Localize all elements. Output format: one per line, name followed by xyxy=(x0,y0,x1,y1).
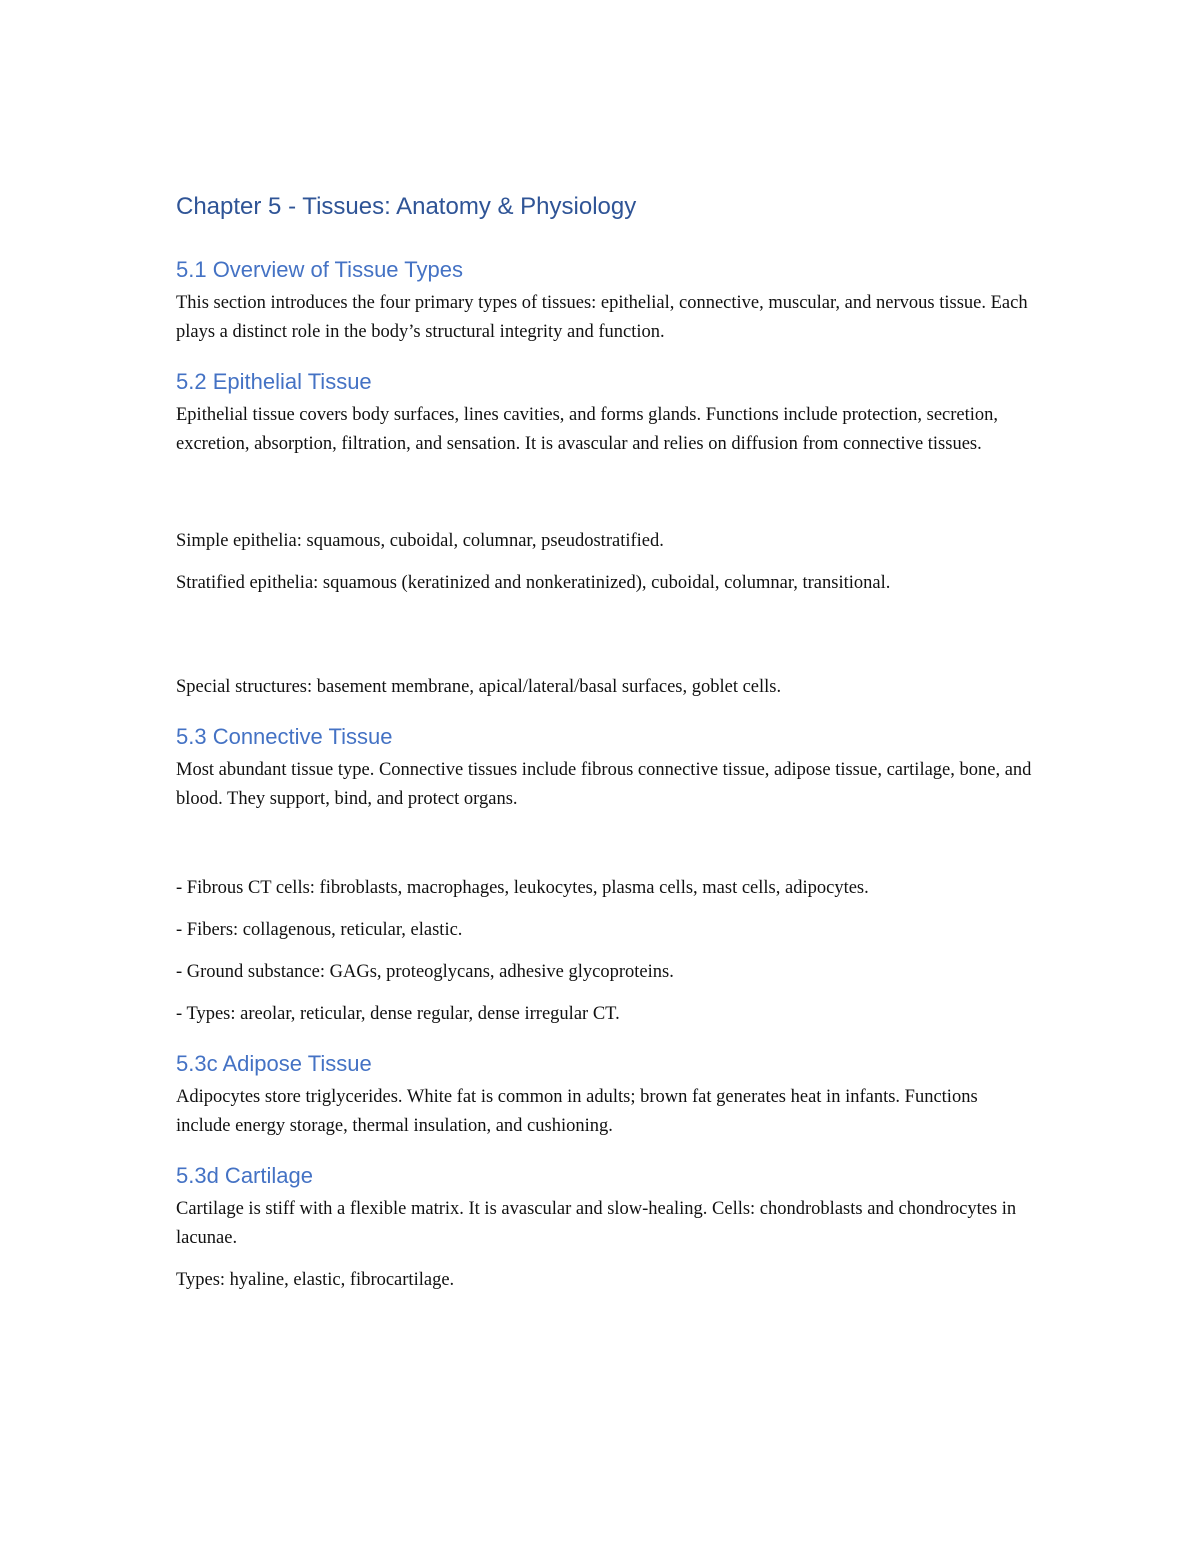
section-heading-overview: 5.1 Overview of Tissue Types xyxy=(176,257,463,282)
section-heading-adipose: 5.3c Adipose Tissue xyxy=(176,1051,372,1076)
simple-epithelia-paragraph: Simple epithelia: squamous, cuboidal, columnar, pseudostratified. xyxy=(176,531,664,551)
overview-paragraph: This section introduces the four primary types of tissues: epithelial, connective, muscular, and nervous tissue. Each plays a distinct role in the body’s structural integrity and function. xyxy=(176,293,1028,342)
document-content xyxy=(176,190,1036,1315)
stratified-epithelia-paragraph: Stratified epithelia: squamous (keratinized and nonkeratinized), cuboidal, columnar, transitional. xyxy=(176,573,891,593)
chapter-title: Chapter 5 - Tissues: Anatomy & Physiology xyxy=(176,193,637,220)
connective-list-item: - Ground substance: GAGs, proteoglycans, adhesive glycoproteins. xyxy=(176,962,674,982)
connective-list-item: - Fibers: collagenous, reticular, elastic. xyxy=(176,920,463,940)
section-heading-connective: 5.3 Connective Tissue xyxy=(176,724,393,749)
special-structures-paragraph: Special structures: basement membrane, apical/lateral/basal surfaces, goblet cells. xyxy=(176,677,782,697)
connective-paragraph: Most abundant tissue type. Connective tissues include fibrous connective tissue, adipose tissue, cartilage, bone, and blood. They support, bind, and protect organs. xyxy=(176,760,1032,809)
cartilage-paragraph: Cartilage is stiff with a flexible matrix. It is avascular and slow-healing. Cells: chondroblasts and chondrocytes in lacunae. xyxy=(176,1199,1017,1248)
connective-list-item: - Fibrous CT cells: fibroblasts, macrophages, leukocytes, plasma cells, mast cells, adipocytes. xyxy=(176,878,869,898)
cartilage-types-paragraph: Types: hyaline, elastic, fibrocartilage. xyxy=(176,1270,455,1290)
connective-list-item: - Types: areolar, reticular, dense regular, dense irregular CT. xyxy=(176,1004,620,1024)
epithelial-paragraph: Epithelial tissue covers body surfaces, lines cavities, and forms glands. Functions include protection, secretion, excretion, absorption, filtration, and sensation. It is avascular and relies on diffusion from connective tissues. xyxy=(176,405,999,454)
section-heading-cartilage: 5.3d Cartilage xyxy=(176,1163,313,1188)
adipose-paragraph: Adipocytes store triglycerides. White fat is common in adults; brown fat generates heat in infants. Functions include energy storage, thermal insulation, and cushioning. xyxy=(176,1087,978,1136)
section-heading-epithelial: 5.2 Epithelial Tissue xyxy=(176,369,372,394)
